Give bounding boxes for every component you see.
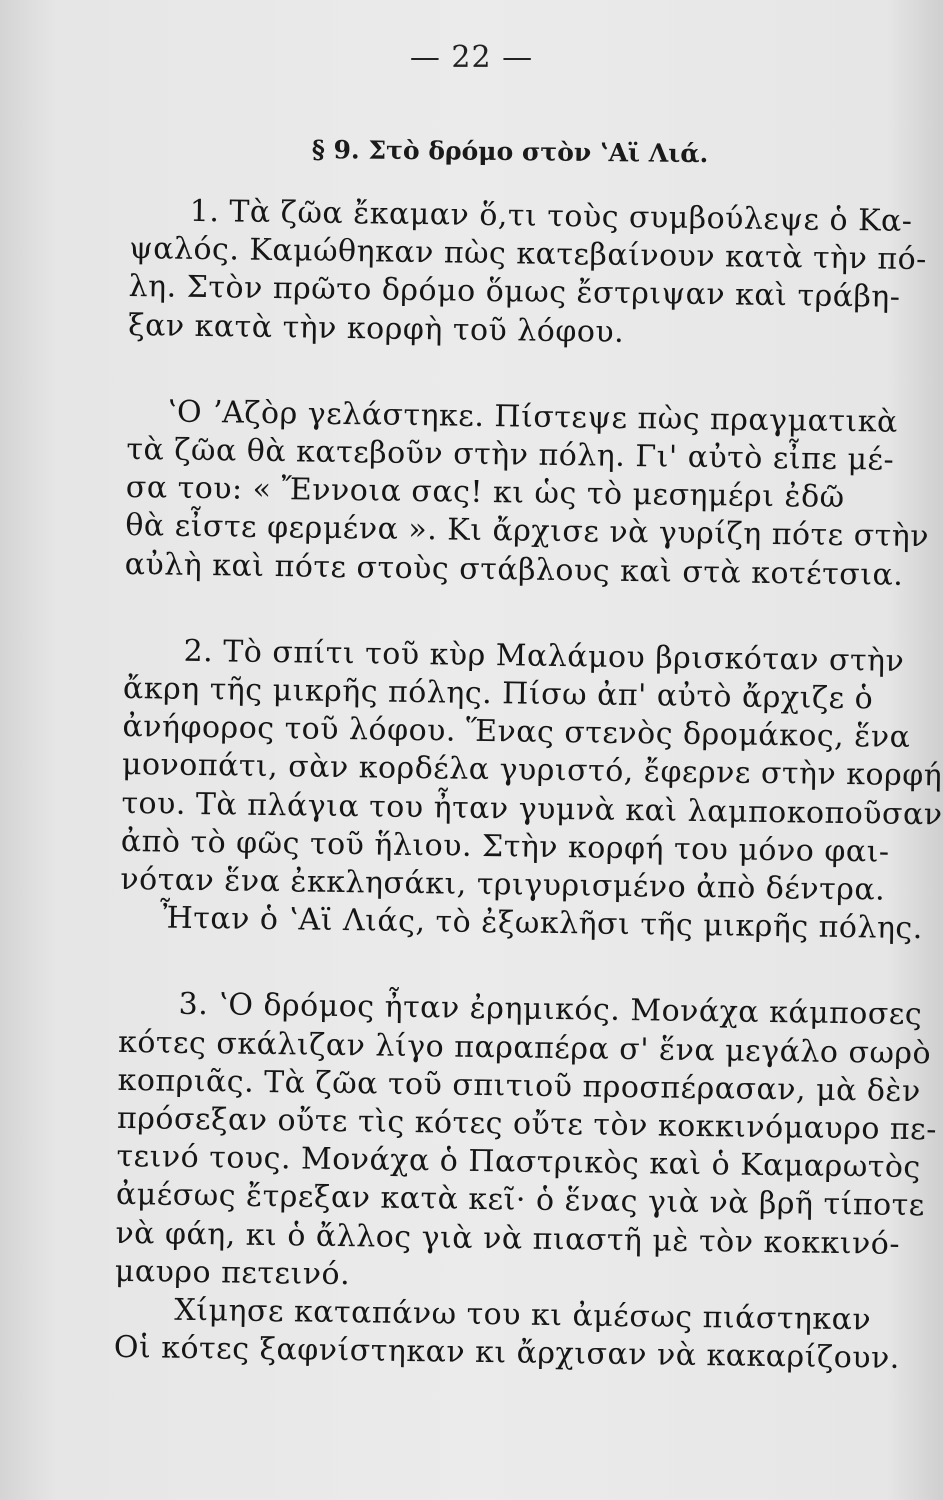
text-line: κότες σκάλιζαν λίγο παραπέρα σ' ἕνα μεγάλο σωρὸ: [117, 1024, 932, 1071]
text-line: νὰ φάη, κι ὁ ἄλλος γιὰ νὰ πιαστῆ μὲ τὸν κοκκινό-: [115, 1215, 901, 1262]
body-text: [113, 192, 943, 1378]
page-number: — 22 —: [409, 40, 534, 75]
text-line: Οἱ κότες ξαφνίστηκαν κι ἄρχισαν νὰ κακαρίζουν.: [113, 1330, 901, 1377]
text-line: ἀπὸ τὸ φῶς τοῦ ἥλιου. Στὴν κορφή του μόνο φαι-: [120, 823, 890, 870]
paragraph-2: [124, 393, 930, 595]
text-line: λη. Στὸν πρῶτο δρόμο ὅμως ἔστριψαν καὶ τράβη-: [128, 269, 901, 316]
text-line: τὰ ζῶα θὰ κατεβοῦν στὴν πόλη. Γι' αὐτὸ εἶπε μέ-: [126, 431, 895, 478]
text-line: τεινό τους. Μονάχα ὁ Παστρικὸς καὶ ὁ Καμαρωτὸς: [116, 1139, 921, 1186]
text-line: ʽΟ ʼΑζὸρ γελάστηκε. Πίστεψε πὼς πραγματικὰ: [166, 394, 898, 440]
paragraph-4: [114, 985, 938, 1301]
text-line: μαυρο πετεινό.: [114, 1253, 351, 1293]
text-line: αὐλὴ καὶ πότε στοὺς στάβλους καὶ στὰ κοτέτσια.: [124, 546, 904, 593]
text-line: 2. Τὸ σπίτι τοῦ κὺρ Μαλάμου βρισκόταν στὴν: [183, 633, 905, 679]
paragraph-5: [113, 1291, 901, 1378]
text-line: 3. ʽΟ δρόμος ἦταν ἐρημικός. Μονάχα κάμποσες: [178, 987, 923, 1033]
text-line: σα του: « Ἔννοια σας! κι ὡς τὸ μεσημέρι ἐδῶ: [125, 470, 845, 516]
text-line: ἀνήφορος τοῦ λόφου. Ἕνας στενὸς δρομάκος, ἕνα: [122, 709, 911, 756]
text-line: Χίμησε καταπάνω του κι ἀμέσως πιάστηκαν: [174, 1292, 872, 1338]
text-line: πρόσεξαν οὔτε τὶς κότες οὔτε τὸν κοκκινόμαυρο πε-: [116, 1100, 938, 1148]
paragraph-3: [120, 632, 943, 948]
section-heading: § 9. Στὸ δρόμο στὸν ʽΑϊ Λιά.: [311, 135, 709, 169]
text-line: του. Τὰ πλάγια του ἦταν γυμνὰ καὶ λαμποκοποῦσαν: [121, 785, 943, 833]
text-line: 1. Τὰ ζῶα ἔκαμαν ὅ,τι τοὺς συμβούλεψε ὁ Κα-: [189, 193, 913, 239]
paragraph-1: [127, 192, 928, 356]
text-line: Ἦταν ὁ ʽΑϊ Λιάς, τὸ ἐξωκλῆσι τῆς μικρῆς πόλης.: [159, 900, 924, 947]
text-line: ψαλός. Καμώθηκαν πὼς κατεβαίνουν κατὰ τὴν πό-: [128, 231, 928, 278]
text-line: ἀμέσως ἔτρεξαν κατὰ κεῖ· ὁ ἕνας γιὰ νὰ βρῆ τίποτε: [115, 1177, 926, 1224]
text-line: μονοπάτι, σὰν κορδέλα γυριστό, ἔφερνε στὴν κορφή: [121, 747, 943, 794]
text-line: ἄκρη τῆς μικρῆς πόλης. Πίσω ἀπ' αὐτὸ ἄρχιζε ὁ: [122, 670, 874, 717]
text-line: θὰ εἶστε φερμένα ». Κι ἄρχισε νὰ γυρίζη πότε στὴν: [125, 508, 930, 555]
text-line: ξαν κατὰ τὴν κορφὴ τοῦ λόφου.: [127, 307, 625, 350]
text-line: κοπριᾶς. Τὰ ζῶα τοῦ σπιτιοῦ προσπέρασαν, μὰ δὲν: [117, 1062, 922, 1109]
text-line: νόταν ἕνα ἐκκλησάκι, τριγυρισμένο ἀπὸ δέντρα.: [120, 861, 886, 908]
